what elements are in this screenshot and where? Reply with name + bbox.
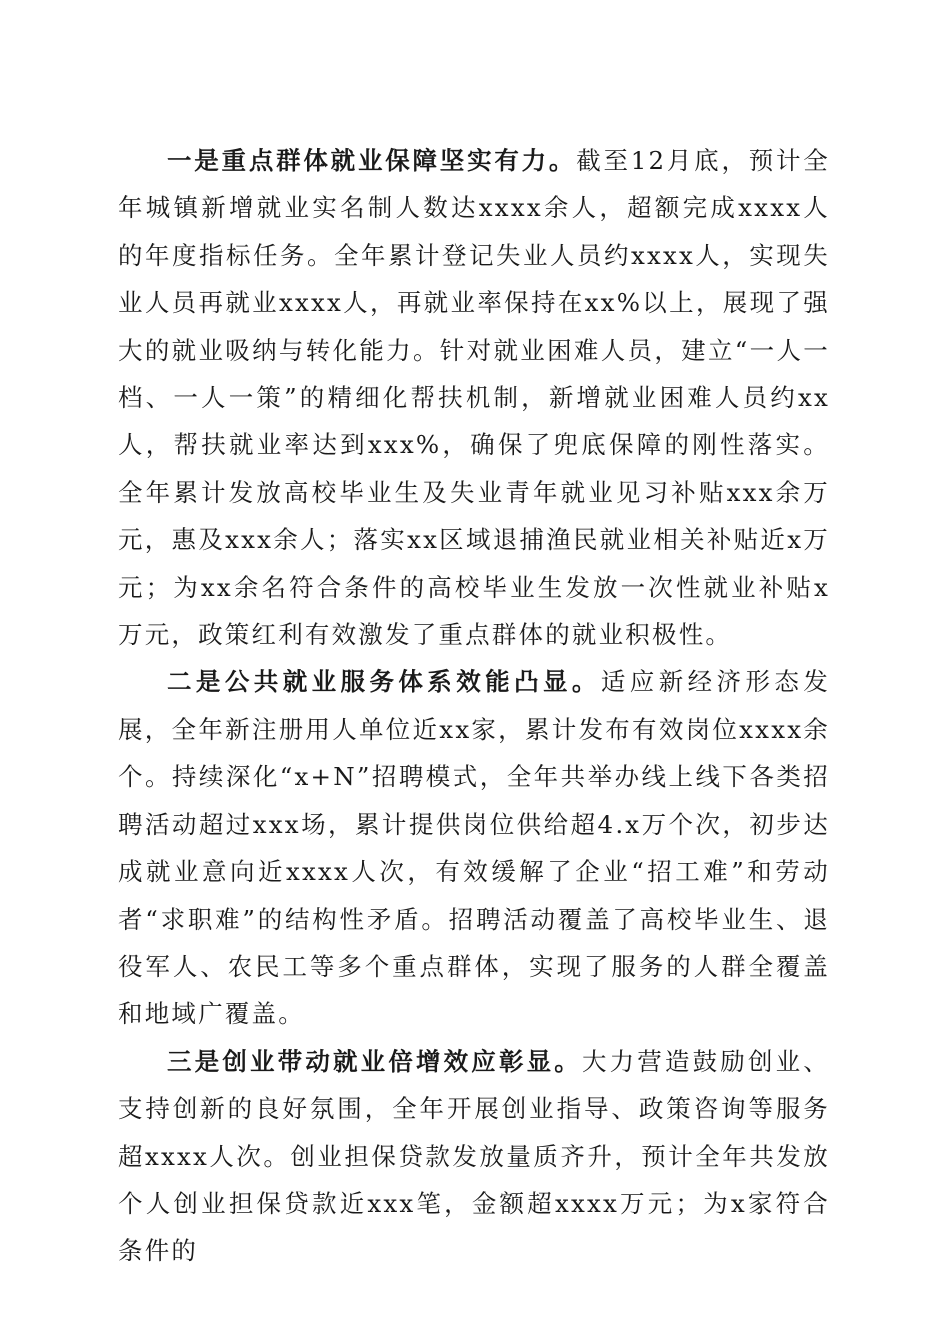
paragraph-heading: 三是创业带动就业倍增效应彰显。 xyxy=(167,1046,582,1076)
document-body xyxy=(118,137,830,1275)
paragraph-heading: 二是公共就业服务体系效能凸显。 xyxy=(167,667,601,697)
paragraph-text: 截至12月底，预计全年城镇新增就业实名制人数达xxxx余人，超额完成xxxx人的年度指标任务。全年累计登记失业人员约xxxx人，实现失业人员再就业xxxx人，再就业率保持在xx%以上，展现了强大的就业吸纳与转化能力。针对就业困难人员，建立“一人一档、一人一策”的精细化帮扶机制，新增就业困难人员约xx人，帮扶就业率达到xxx%，确保了兜底保障的刚性落实。全年累计发放高校毕业生及失业青年就业见习补贴xxx余万元，惠及xxx余人；落实xx区域退捕渔民就业相关补贴近x万元；为xx余名符合条件的高校毕业生发放一次性就业补贴x万元，政策红利有效激发了重点群体的就业积极性。 xyxy=(118,146,830,650)
paragraph-heading: 一是重点群体就业保障坚实有力。 xyxy=(167,146,577,175)
paragraph-text: 适应新经济形态发展，全年新注册用人单位近xx家，累计发布有效岗位xxxx余个。持续深化“x+N”招聘模式，全年共举办线上线下各类招聘活动超过xxx场，累计提供岗位供给超4.x万个次，初步达成就业意向近xxxx人次，有效缓解了企业“招工难”和劳动者“求职难”的结构性矛盾。招聘活动覆盖了高校毕业生、退役军人、农民工等多个重点群体，实现了服务的人群全覆盖和地域广覆盖。 xyxy=(118,667,830,1029)
paragraph-text: 大力营造鼓励创业、支持创新的良好氛围，全年开展创业指导、政策咨询等服务超xxxx人次。创业担保贷款发放量质齐升，预计全年共发放个人创业担保贷款近xxx笔，金额超xxxx万元；为x家符合条件的 xyxy=(118,1046,830,1266)
paragraph-key-groups-employment xyxy=(118,137,830,658)
paragraph-entrepreneurship-employment xyxy=(118,1038,830,1275)
paragraph-public-employment-service xyxy=(118,658,830,1037)
